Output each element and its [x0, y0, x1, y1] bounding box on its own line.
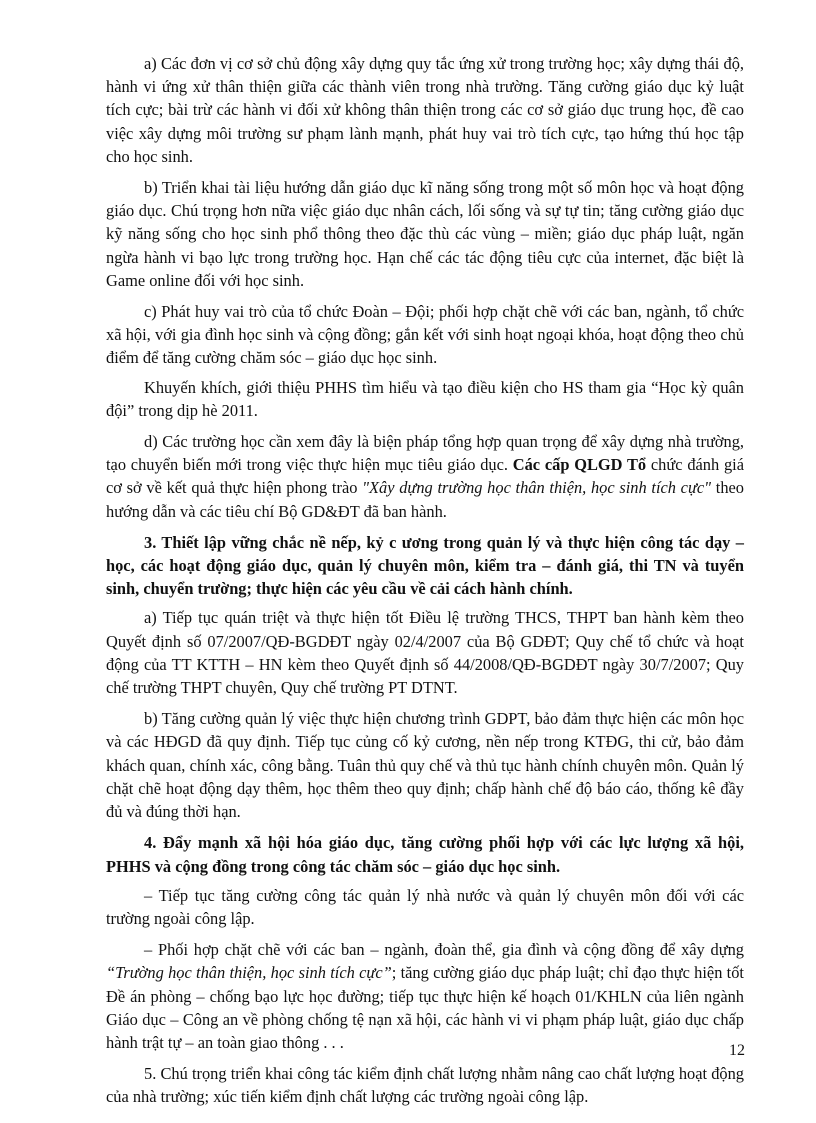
document-page: [106, 52, 744, 1117]
paragraph-a-code-of-conduct: a) Các đơn vị cơ sở chủ động xây dựng quy tắc ứng xử trong trường học; xây dựng thái độ, hành vi ứng xử thân thiện giữa các thành viên trong nhà trường. Tăng cường giáo dục kỷ luật tích cực; bài trừ các hành vi đối xử không thân thiện trong các cơ sở giáo dục trung học, đề cao việc xây dựng môi trường sư phạm lành mạnh, phát huy vai trò tích cực, tạo hứng thú học tập cho học sinh.: [106, 54, 744, 166]
page-number: 12: [729, 1042, 745, 1059]
paragraph-a-school-charter: a) Tiếp tục quán triệt và thực hiện tốt Điều lệ trường THCS, THPT ban hành kèm theo Quyết định số 07/2007/QĐ-BGDĐT ngày 02/4/2007 của Bộ GDĐT; Quy chế tổ chức và hoạt động của TT KTTH – HN kèm theo Quyết định số 44/2008/QĐ-BGDĐT ngày 30/7/2007; Quy chế trường THPT chuyên, Quy chế trường PT DTNT.: [106, 608, 744, 698]
paragraph-b-curriculum-management: b) Tăng cường quản lý việc thực hiện chương trình GDPT, bảo đảm thực hiện các môn học và các HĐGD đã quy định. Tiếp tục củng cố kỷ cương, nền nếp trong KTĐG, thi cử, bảo đảm khách quan, chính xác, công bằng. Tuân thủ quy chế và thủ tục hành chính chuyên môn. Quản lý chặt chẽ hoạt động dạy thêm, học thêm theo quy định; chấp hành chế độ báo cáo, thống kê đầy đủ và đúng thời hạn.: [106, 709, 744, 822]
heading-section-3: 3. Thiết lập vững chắc nề nếp, kỷ c ương trong quản lý và thực hiện công tác dạy – học, các hoạt động giáo dục, quản lý chuyên môn, kiểm tra – đánh giá, thi TN và tuyển sinh, chuyển trường; thực hiện các yêu cầu về cải cách hành chính.: [106, 532, 744, 599]
paragraph-d-italic-text: "Xây dựng trường học thân thiện, học sinh tích cực": [362, 478, 712, 498]
paragraph-d-text-2: chức đánh giá cơ sở về kết quả thực hiện phong trào: [106, 455, 744, 498]
paragraph-d-bold-text: Các cấp QLGD Tổ: [512, 455, 647, 475]
paragraph-state-management: – Tiếp tục tăng cường công tác quản lý nhà nước và quản lý chuyên môn đối với các trường ngoài công lập.: [106, 885, 744, 928]
paragraph-d-friendly-schools: [106, 430, 744, 523]
paragraph-coordination: [106, 938, 744, 1054]
paragraph-military-semester: Khuyến khích, giới thiệu PHHS tìm hiểu và tạo điều kiện cho HS tham gia “Học kỳ quân đội” trong dịp hè 2011.: [106, 377, 744, 420]
heading-section-4: 4. Đẩy mạnh xã hội hóa giáo dục, tăng cường phối hợp với các lực lượng xã hội, PHHS và cộng đồng trong công tác chăm sóc – giáo dục học sinh.: [106, 833, 744, 876]
paragraph-b-life-skills: b) Triển khai tài liệu hướng dẫn giáo dục kĩ năng sống trong một số môn học và hoạt động giáo dục. Chú trọng hơn nữa việc giáo dục nhân cách, lối sống và sự tự tin; tăng cường giáo dục kỹ năng sống cho học sinh phổ thông theo đặc thù các vùng – miền; giáo dục pháp luật, ngăn ngừa hành vi bạo lực trong trường học. Hạn chế các tác động tiêu cực của internet, đặc biệt là Game online đối với học sinh.: [106, 178, 744, 290]
paragraph-d-text-3: theo hướng dẫn và các tiêu chí Bộ GD&ĐT đã ban hành.: [106, 478, 744, 521]
paragraph-c-youth-union: c) Phát huy vai trò của tổ chức Đoàn – Đội; phối hợp chặt chẽ với các ban, ngành, tổ chức xã hội, với gia đình học sinh và cộng đồng; gắn kết với sinh hoạt ngoại khóa, hoạt động theo chủ điểm để tăng cường chăm sóc – giáo dục học sinh.: [106, 302, 744, 368]
paragraph-section-5: 5. Chú trọng triển khai công tác kiểm định chất lượng nhằm nâng cao chất lượng hoạt động của nhà trường; xúc tiến kiểm định chất lượng các trường ngoài công lập.: [106, 1064, 744, 1107]
paragraph-coordination-italic: “Trường học thân thiện, học sinh tích cực”: [106, 963, 392, 983]
paragraph-d-text-1: d) Các trường học cần xem đây là biện pháp tổng hợp quan trọng để xây dựng nhà trường, tạo chuyển biến mới trong việc thực hiện mục tiêu giáo dục.: [106, 432, 744, 475]
paragraph-coordination-text-1: – Phối hợp chặt chẽ với các ban – ngành, đoàn thể, gia đình và cộng đồng để xây dựng: [144, 940, 744, 960]
paragraph-coordination-text-2: ; tăng cường giáo dục pháp luật; chỉ đạo thực hiện tốt Đề án phòng – chống bạo lực học đường; tiếp tục thực hiện kế hoạch 01/KHLN của liên ngành Giáo dục – Công an về phòng chống tệ nạn xã hội, các hành vi vi phạm pháp luật, giáo dục chấp hành trật tự – an toàn giao thông . . .: [106, 963, 744, 1052]
